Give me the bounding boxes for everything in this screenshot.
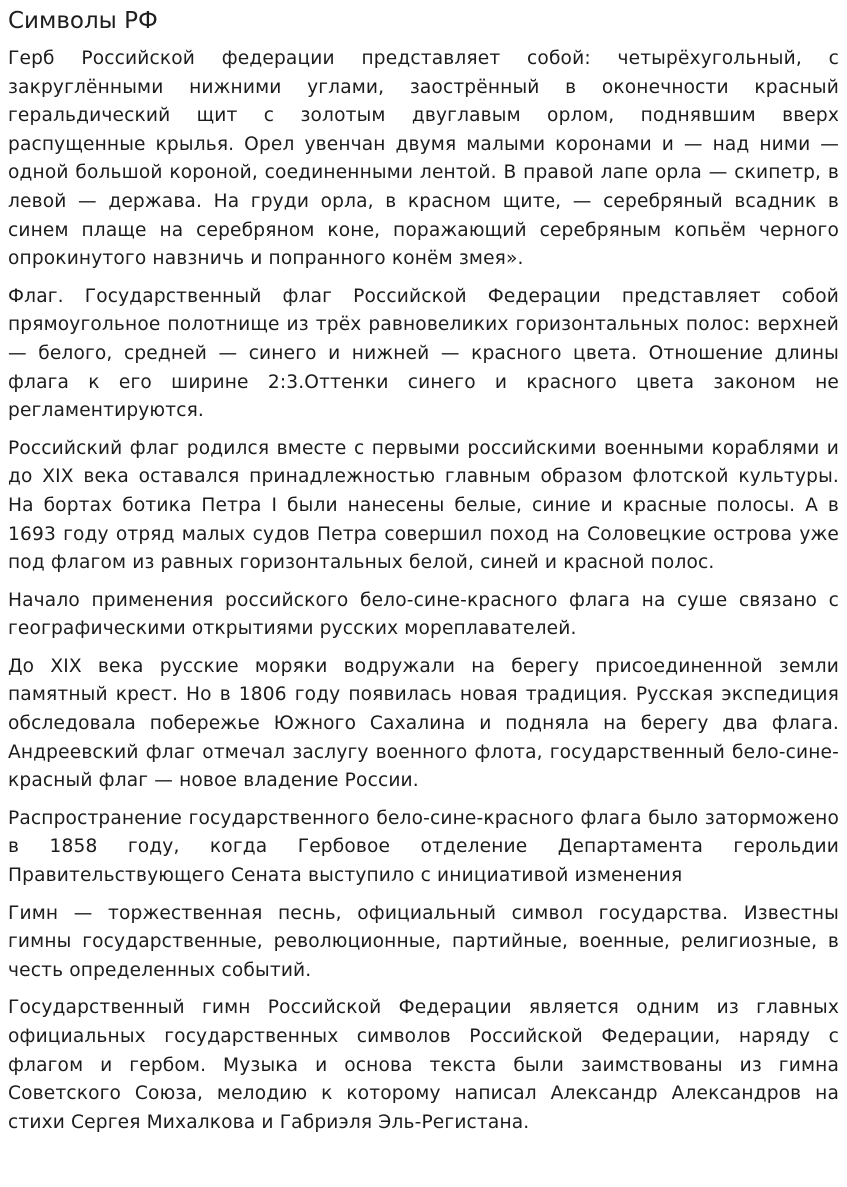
paragraph-flag-definition: Флаг. Государственный флаг Российской Федерации представляет собой прямоугольное полотнище из трёх равновеликих горизонтальных полос: верхней — белого, средней — синего и нижней — красного цвета. Отношение длины флага к его ширине 2:3.Оттенки синего и красного цвета законом не регламентируются.: [8, 285, 839, 422]
paragraph-state-anthem: Государственный гимн Российской Федерации является одним из главных официальных государственных символов Российской Федерации, наряду с флагом и гербом. Музыка и основа текста были заимствованы из гимна Советского Союза, мелодию к которому написал Александр Александров на стихи Сергея Михалкова и Габриэля Эль-Регистана.: [8, 997, 839, 1133]
paragraph-anthem-definition: Гимн — торжественная песнь, официальный символ государства. Известны гимны государственные, революционные, партийные, военные, религиозные, в честь определенных событий.: [8, 902, 839, 981]
paragraph-flag-1858: Распространение государственного бело-сине-красного флага было заторможено в 1858 году, когда Гербовое отделение Департамента герольдии Правительствующего Сената выступило с инициативой изменения: [8, 807, 839, 887]
paragraph-flag-on-land: Начало применения российского бело-сине-красного флага на суше связано с географическими открытиями русских мореплавателей.: [8, 589, 839, 640]
page-title: Символы РФ: [8, 8, 158, 34]
paragraph-flag-origin: Российский флаг родился вместе с первыми российскими военными кораблями и до XIX века оставался принадлежностью главным образом флотской культуры. На бортах ботика Петра I были нанесены белые, синие и красные полосы. А в 1693 году отряд малых судов Петра совершил поход на Соловецкие острова уже под флагом из равных горизонтальных белой, синей и красной полос.: [8, 437, 839, 574]
paragraph-coat-of-arms: Герб Российской федерации представляет собой: четырёхугольный, с закруглёнными нижними углами, заострённый в оконечности красный геральдический щит с золотым двуглавым орлом, поднявшим вверх распущенные крылья. Орел увенчан двумя малыми коронами и — над ними — одной большой короной, соединенными лентой. В правой лапе орла — скипетр, в левой — держава. На груди орла, в красном щите, — серебряный всадник в синем плаще на серебряном коне, поражающий серебряным копьём черного опрокинутого навзничь и попранного конём змея».: [8, 48, 839, 270]
paragraph-sakhalin-expedition: До XIX века русские моряки водружали на берегу присоединенной земли памятный крест. Но в 1806 году появилась новая традиция. Русская экспедиция обследовала побережье Южного Сахалина и подняла на берегу два флага. Андреевский флаг отмечал заслугу военного флота, государственный бело-сине-красный флаг — новое владение России.: [8, 655, 839, 792]
